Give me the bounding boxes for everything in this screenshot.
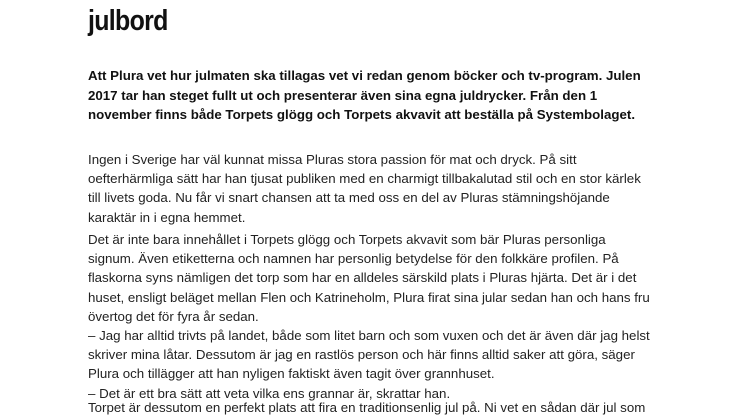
text-line: övertog det för fyra år sedan.: [88, 308, 259, 324]
lead-line: 2017 tar han steget fullt ut och presenterar även sina egna juldrycker. Från den 1: [88, 87, 598, 103]
text-line: oefterhärmliga sätt har han tjusat publiken med en charmigt tillbakalutad stil och en stor kärlek: [88, 171, 641, 187]
text-line: Det är inte bara innehållet i Torpets glögg och Torpets akvavit som bär Pluras personliga: [88, 232, 606, 247]
lead-line: Att Plura vet hur julmaten ska tillagas vet vi redan genom böcker och tv-program. Julen: [88, 68, 641, 83]
text-line: huset, ensligt beläget mellan Flen och Katrineholm, Plura firat sina jular sedan han och hans fru: [88, 289, 650, 305]
text-line: Ingen i Sverige har väl kunnat missa Pluras stora passion för mat och dryck. På sitt: [88, 152, 577, 167]
quote-line: – Jag har alltid trivts på landet, både som litet barn och som vuxen och det är även där jag helst: [88, 328, 650, 344]
page-title: julbord: [88, 5, 168, 37]
text-line: till livets goda. Nu får vi snart chansen att ta med oss en del av Pluras stämningshöjande: [88, 190, 610, 206]
quote-line: – Det är ett bra sätt att veta vilka ens grannar är, skrattar han.: [88, 385, 451, 401]
text-line: flaskorna syns nämligen det torp som har en alldeles särskild plats i Pluras hjärta. Det är i det: [88, 270, 637, 286]
text-line: Plura och tillägger att han nyligen faktiskt även tagit över grannhuset.: [88, 366, 495, 382]
body-paragraph-2: [88, 230, 688, 403]
lead-paragraph: [88, 66, 688, 125]
body-paragraph-1: [88, 150, 688, 227]
body-paragraph-3: [88, 398, 688, 417]
text-line: karaktär in i egna hemmet.: [88, 209, 246, 225]
lead-line: november finns både Torpets glögg och Torpets akvavit att beställa på Systembolaget.: [88, 107, 636, 122]
quote-line: skriver mina låtar. Dessutom är jag en rastlös person och här finns alltid saker att göra, säger: [88, 347, 635, 363]
text-line: Torpet är dessutom en perfekt plats att fira en traditionsenlig jul på. Ni vet en sådan där jul som: [88, 400, 646, 415]
text-line: signum. Även etiketterna och namnen har personlig betydelse för den folkkäre profilen. På: [88, 251, 619, 267]
